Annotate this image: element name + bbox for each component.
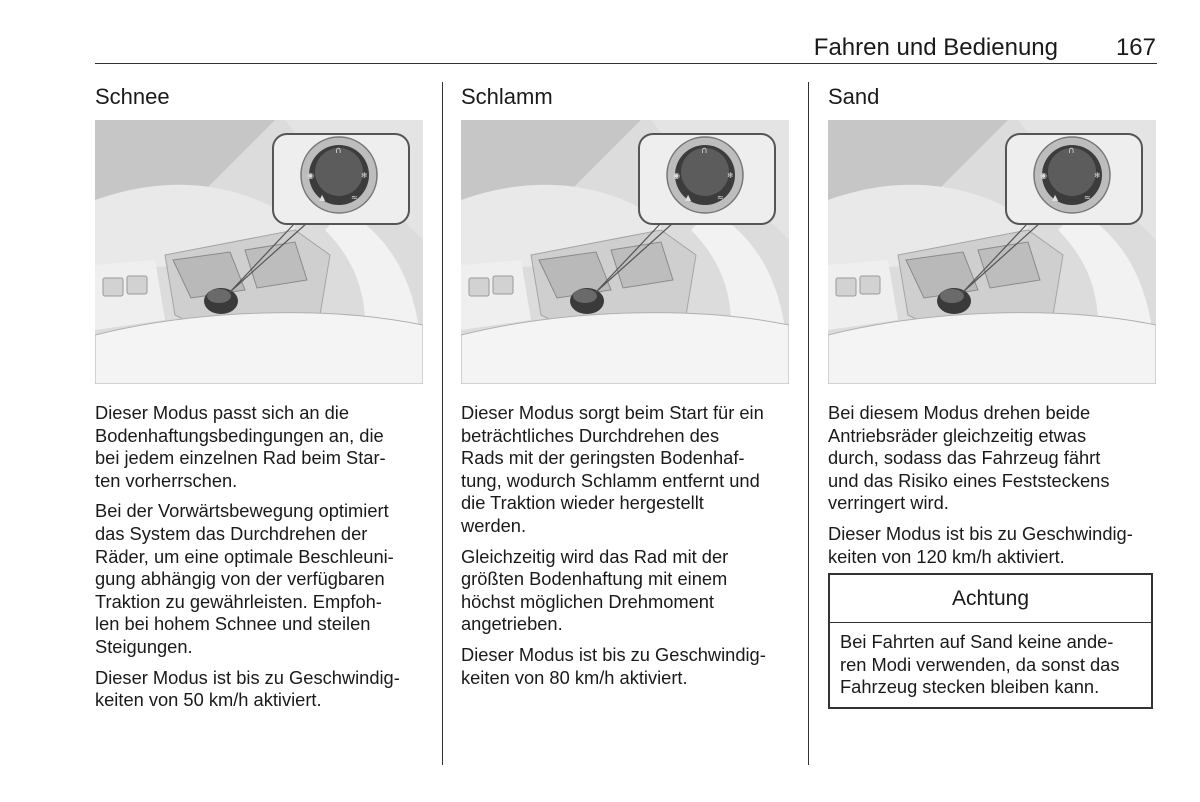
svg-text:▲: ▲	[1052, 193, 1059, 202]
page-header-title: Fahren und Bedienung	[813, 34, 1058, 61]
header-rule	[95, 63, 1157, 64]
svg-text:◉: ◉	[1040, 171, 1047, 180]
body-text-sand	[828, 402, 1158, 576]
body-text-schnee	[95, 402, 425, 720]
figure-sand	[828, 120, 1156, 384]
paragraph: Dieser Modus passt sich an die Bodenhaftungsbedingungen an, die bei jedem einzelnen Rad beim Star- ten vorherrschen.	[95, 402, 386, 491]
paragraph: Dieser Modus ist bis zu Geschwindig- keiten von 80 km/h aktiviert.	[461, 643, 766, 688]
svg-text:◉: ◉	[307, 171, 314, 180]
svg-text:≈: ≈	[1084, 193, 1091, 202]
paragraph: Dieser Modus sorgt beim Start für ein beträchtliches Durchdrehen des Rads mit der geringsten Bodenhaf- tung, wodurch Schlamm entfernt und die Traktion wieder hergestellt werden.	[461, 402, 764, 536]
paragraph: Dieser Modus ist bis zu Geschwindig- keiten von 120 km/h aktiviert.	[828, 522, 1133, 567]
paragraph: Bei der Vorwärtsbewegung optimiert das System das Durchdrehen der Räder, um eine optimale Beschleuni- gung abhängig von der verfügbaren Traktion zu gewährleisten. Empfoh- len bei hohem Schnee und steilen Steigungen.	[95, 500, 394, 657]
svg-text:▲: ▲	[319, 193, 326, 202]
paragraph: Gleichzeitig wird das Rad mit der größten Bodenhaftung mit einem höchst möglichen Drehmoment angetrieben.	[461, 545, 729, 635]
warning-box	[828, 573, 1153, 709]
section-title-sand: Sand	[828, 84, 880, 109]
svg-text:❄: ❄	[727, 171, 734, 180]
column-divider-1	[442, 82, 443, 765]
mode-selector-illustration	[95, 120, 423, 384]
svg-text:❄: ❄	[361, 171, 368, 180]
paragraph: Bei diesem Modus drehen beide Antriebsräder gleichzeitig etwas durch, sodass das Fahrzeug fährt und das Risiko eines Feststeckens verringert wird.	[828, 402, 1110, 514]
svg-text:∩: ∩	[1068, 146, 1075, 156]
svg-text:◉: ◉	[673, 171, 680, 180]
page-number: 167	[1115, 34, 1156, 61]
mode-selector-illustration	[461, 120, 789, 384]
mode-selector-illustration	[828, 120, 1156, 384]
section-title-schlamm: Schlamm	[461, 84, 553, 109]
svg-text:∩: ∩	[335, 146, 342, 156]
warning-text: Bei Fahrten auf Sand keine ande- ren Modi verwenden, da sonst das Fahrzeug stecken bleiben kann.	[840, 631, 1120, 698]
svg-text:▲: ▲	[685, 193, 692, 202]
body-text-schlamm	[461, 402, 791, 697]
svg-text:≈: ≈	[351, 193, 358, 202]
svg-text:∩: ∩	[701, 146, 708, 156]
paragraph: Dieser Modus ist bis zu Geschwindig- keiten von 50 km/h aktiviert.	[95, 666, 400, 711]
svg-text:❄: ❄	[1094, 171, 1101, 180]
figure-schnee	[95, 120, 423, 384]
warning-heading: Achtung	[830, 575, 1151, 623]
column-divider-2	[808, 82, 809, 765]
svg-text:≈: ≈	[717, 193, 724, 202]
section-title-schnee: Schnee	[95, 84, 170, 109]
figure-schlamm	[461, 120, 789, 384]
